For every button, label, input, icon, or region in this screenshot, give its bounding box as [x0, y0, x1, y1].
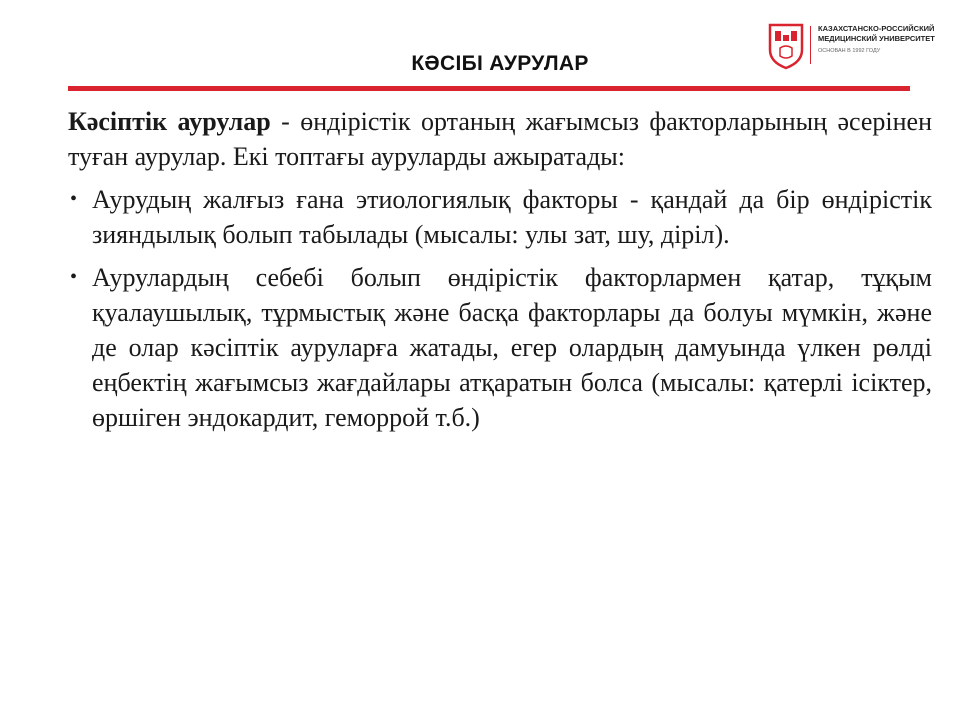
list-item [68, 260, 932, 435]
bullet-text: Аурудың жалғыз ғана этиологиялық факторы - қандай да бір өндірістік зияндылық болып табылады (мысалы: улы зат, шу, діріл). [92, 185, 932, 249]
logo-line-1: КАЗАХСТАНСКО-РОССИЙСКИЙ [818, 24, 935, 33]
bullet-text: Аурулардың себебі болып өндірістік факторлармен қатар, тұқым қуалаушылық, тұрмыстық және басқа факторлары да болуы мүмкін, және де олар кәсіптік ауруларға жатады, егер олардың дамуында үлкен рөлді еңбектің жағымсыз жағдайлары атқаратын болса (мысалы: қатерлі ісіктер, өршіген эндокардит, геморрой т.б.) [92, 263, 932, 432]
slide-body [68, 104, 932, 443]
slide-title: КӘСІБІ АУРУЛАР [411, 52, 589, 75]
university-shield-logo-icon [766, 22, 806, 70]
logo-line-2: МЕДИЦИНСКИЙ УНИВЕРСИТЕТ [818, 34, 935, 43]
bullet-list [68, 182, 932, 435]
logo-text [818, 24, 948, 56]
bullet-icon: • [70, 188, 78, 210]
title-divider [68, 86, 910, 91]
logo-founded: ОСНОВАН В 1992 ГОДУ [818, 48, 881, 54]
bullet-icon: • [70, 266, 78, 288]
intro-paragraph [68, 104, 932, 174]
intro-text: - өндірістік ортаның жағымсыз факторларының әсерінен туған аурулар. Екі топтағы ауруларды ажыратады: [68, 107, 932, 171]
list-item [68, 182, 932, 252]
logo-divider [810, 26, 811, 64]
intro-term: Кәсіптік аурулар [68, 107, 271, 136]
university-logo [766, 22, 946, 70]
